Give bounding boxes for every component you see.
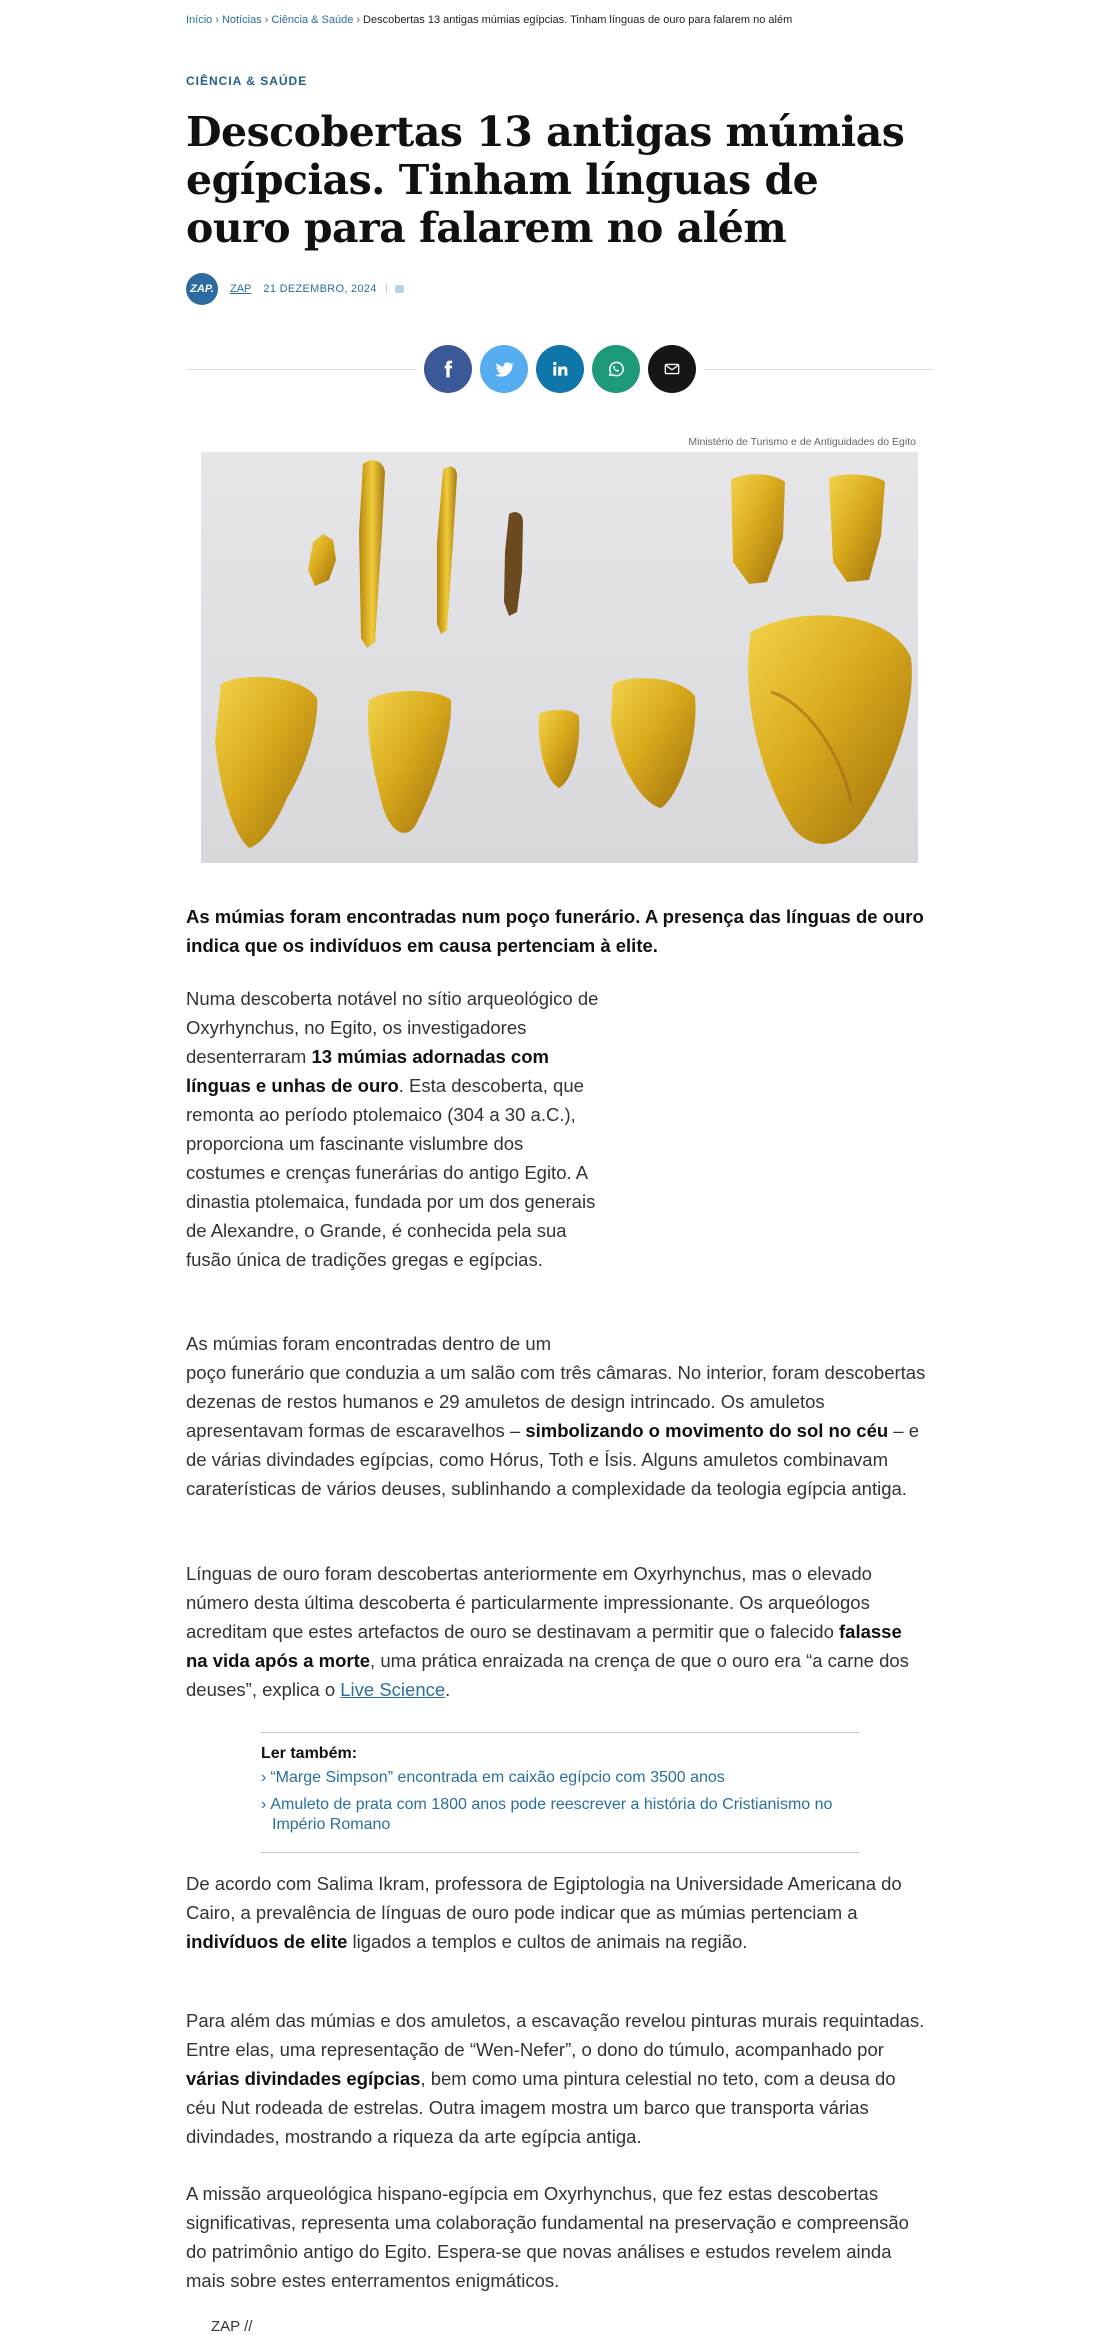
paragraph-2-text-a1: As múmias foram encontradas dentro de um	[186, 1333, 552, 1354]
article-photo-gold-tongues	[201, 452, 918, 863]
email-icon	[662, 359, 682, 379]
paragraph-5	[186, 2006, 926, 2151]
related-articles-box	[261, 1732, 859, 1853]
share-buttons	[424, 345, 696, 393]
paragraph-1-bold: 13 múmias adornadas com línguas e unhas de ouro	[186, 1046, 549, 1096]
paragraph-4-text-c: ligados a templos e cultos de animais na região.	[347, 1931, 748, 1952]
breadcrumb: Início › Notícias › Ciência & Saúde › Descobertas 13 antigas múmias egípcias. Tinham línguas de ouro para falarem no além	[186, 14, 793, 26]
live-science-link[interactable]: Live Science	[340, 1679, 446, 1700]
author-link[interactable]: ZAP	[230, 283, 252, 295]
paragraph-4-bold: indivíduos de elite	[186, 1931, 348, 1952]
paragraph-5-text-c: , bem como uma pintura celestial no teto, com a deusa do céu Nut rodeada de estrelas. Outra imagem mostra um barco que transporta várias divindades, mostrando a riqueza da arte egípcia antiga.	[186, 2068, 896, 2147]
paragraph-3-bold: falasse na vida após a morte	[186, 1621, 902, 1671]
chevron-right-icon: ›	[261, 1796, 267, 1813]
related-link-1-text[interactable]: “Marge Simpson” encontrada em caixão egípcio com 3500 anos	[270, 1769, 725, 1786]
paragraph-5-bold: várias divindades egípcias	[186, 2068, 421, 2089]
share-email-button[interactable]	[648, 345, 696, 393]
related-link-1[interactable]	[261, 1768, 859, 1788]
comment-icon[interactable]	[395, 285, 404, 293]
meta-divider	[386, 284, 387, 294]
share-divider-right	[704, 369, 934, 370]
paragraph-3-text-c: , uma prática enraizada na crença de que o ouro era “a carne dos deuses”, explica o	[186, 1650, 909, 1700]
related-heading: Ler também:	[261, 1745, 358, 1762]
paragraph-4	[186, 1869, 926, 1956]
share-bar	[186, 345, 934, 393]
article-meta	[186, 272, 404, 306]
article-lead: As múmias foram encontradas num poço funerário. A presença das línguas de ouro indica que os indivíduos em causa pertenciam à elite.	[186, 906, 924, 956]
paragraph-1-text-a: Numa descoberta notável no sítio arqueológico de Oxyrhynchus, no Egito, os investigadores desenterraram	[186, 988, 599, 1067]
breadcrumb-home[interactable]: Início	[186, 14, 213, 26]
whatsapp-icon	[606, 359, 626, 379]
page-title: Descobertas 13 antigas múmias egípcias. Tinham línguas de ouro para falarem no além	[186, 108, 905, 252]
avatar[interactable]: ZAP.	[186, 273, 218, 305]
share-facebook-button[interactable]	[424, 345, 472, 393]
paragraph-2-text-a2: poço funerário que conduzia a um salão com três câmaras. No interior, foram descobertas dezenas de restos humanos e 29 amuletos de design intrincado. Os amuletos apresentavam formas de escaravelhos –	[186, 1362, 926, 1441]
paragraph-3	[186, 1559, 926, 1704]
gold-tongues-illustration	[201, 452, 918, 863]
paragraph-6: A missão arqueológica hispano-egípcia em Oxyrhynchus, que fez estas descobertas significativas, representa uma colaboração fundamental na preservação e compreensão do patrimônio antigo do Egito. Espera-se que novas análises e estudos revelem ainda mais sobre estes enterramentos enigmáticos.	[186, 2183, 909, 2291]
related-link-2[interactable]	[261, 1795, 859, 1835]
breadcrumb-ciencia-saude[interactable]: Ciência & Saúde	[271, 14, 354, 26]
chevron-right-icon: ›	[261, 1769, 267, 1786]
share-divider-left	[186, 369, 416, 370]
paragraph-5-text-a: Para além das múmias e dos amuletos, a escavação revelou pinturas murais requintadas. Entre elas, uma representação de “Wen-Nefer”, o dono do túmulo, acompanhado por	[186, 2010, 925, 2060]
article-category[interactable]: CIÊNCIA & SAÚDE	[186, 74, 308, 88]
share-whatsapp-button[interactable]	[592, 345, 640, 393]
twitter-icon	[494, 359, 514, 379]
paragraph-4-text-a: De acordo com Salima Ikram, professora de Egiptologia na Universidade Americana do Cairo, a prevalência de línguas de ouro pode indicar que as múmias pertenciam a	[186, 1873, 902, 1923]
related-link-2-text[interactable]: Amuleto de prata com 1800 anos pode reescrever a história do Cristianismo no Império Romano	[270, 1796, 833, 1833]
share-linkedin-button[interactable]	[536, 345, 584, 393]
breadcrumb-noticias[interactable]: Notícias	[221, 14, 262, 26]
paragraph-1-text-c: . Esta descoberta, que remonta ao período ptolemaico (304 a 30 a.C.), proporciona um fascinante vislumbre dos costumes e crenças funerárias do antigo Egito. A dinastia ptolemaica, fundada por um dos generais de Alexandre, o Grande, é conhecida pela sua fusão única de tradições gregas e egípcias.	[186, 1075, 596, 1270]
paragraph-2-text-c: – e de várias divindades egípcias, como Hórus, Toth e Ísis. Alguns amuletos combinavam caraterísticas de vários deuses, sublinhando a complexidade da teologia egípcia antiga.	[186, 1420, 920, 1499]
share-twitter-button[interactable]	[480, 345, 528, 393]
paragraph-1	[186, 984, 606, 1274]
paragraph-2	[186, 1329, 926, 1503]
breadcrumb-current: Descobertas 13 antigas múmias egípcias. Tinham línguas de ouro para falarem no além	[363, 14, 793, 26]
paragraph-2-bold: simbolizando o movimento do sol no céu	[525, 1420, 889, 1441]
linkedin-icon	[550, 359, 570, 379]
facebook-icon	[438, 359, 458, 379]
publish-date: 21 DEZEMBRO, 2024	[263, 283, 377, 295]
article-signature: ZAP //	[211, 2318, 253, 2335]
paragraph-3-text-d: .	[445, 1679, 451, 1700]
image-credit: Ministério de Turismo e de Antiguidades do Egito	[688, 436, 916, 448]
paragraph-3-text-a: Línguas de ouro foram descobertas anteriormente em Oxyrhynchus, mas o elevado número desta última descoberta é particularmente impressionante. Os arqueólogos acreditam que estes artefactos de ouro se destinavam a permitir que o falecido	[186, 1563, 872, 1642]
